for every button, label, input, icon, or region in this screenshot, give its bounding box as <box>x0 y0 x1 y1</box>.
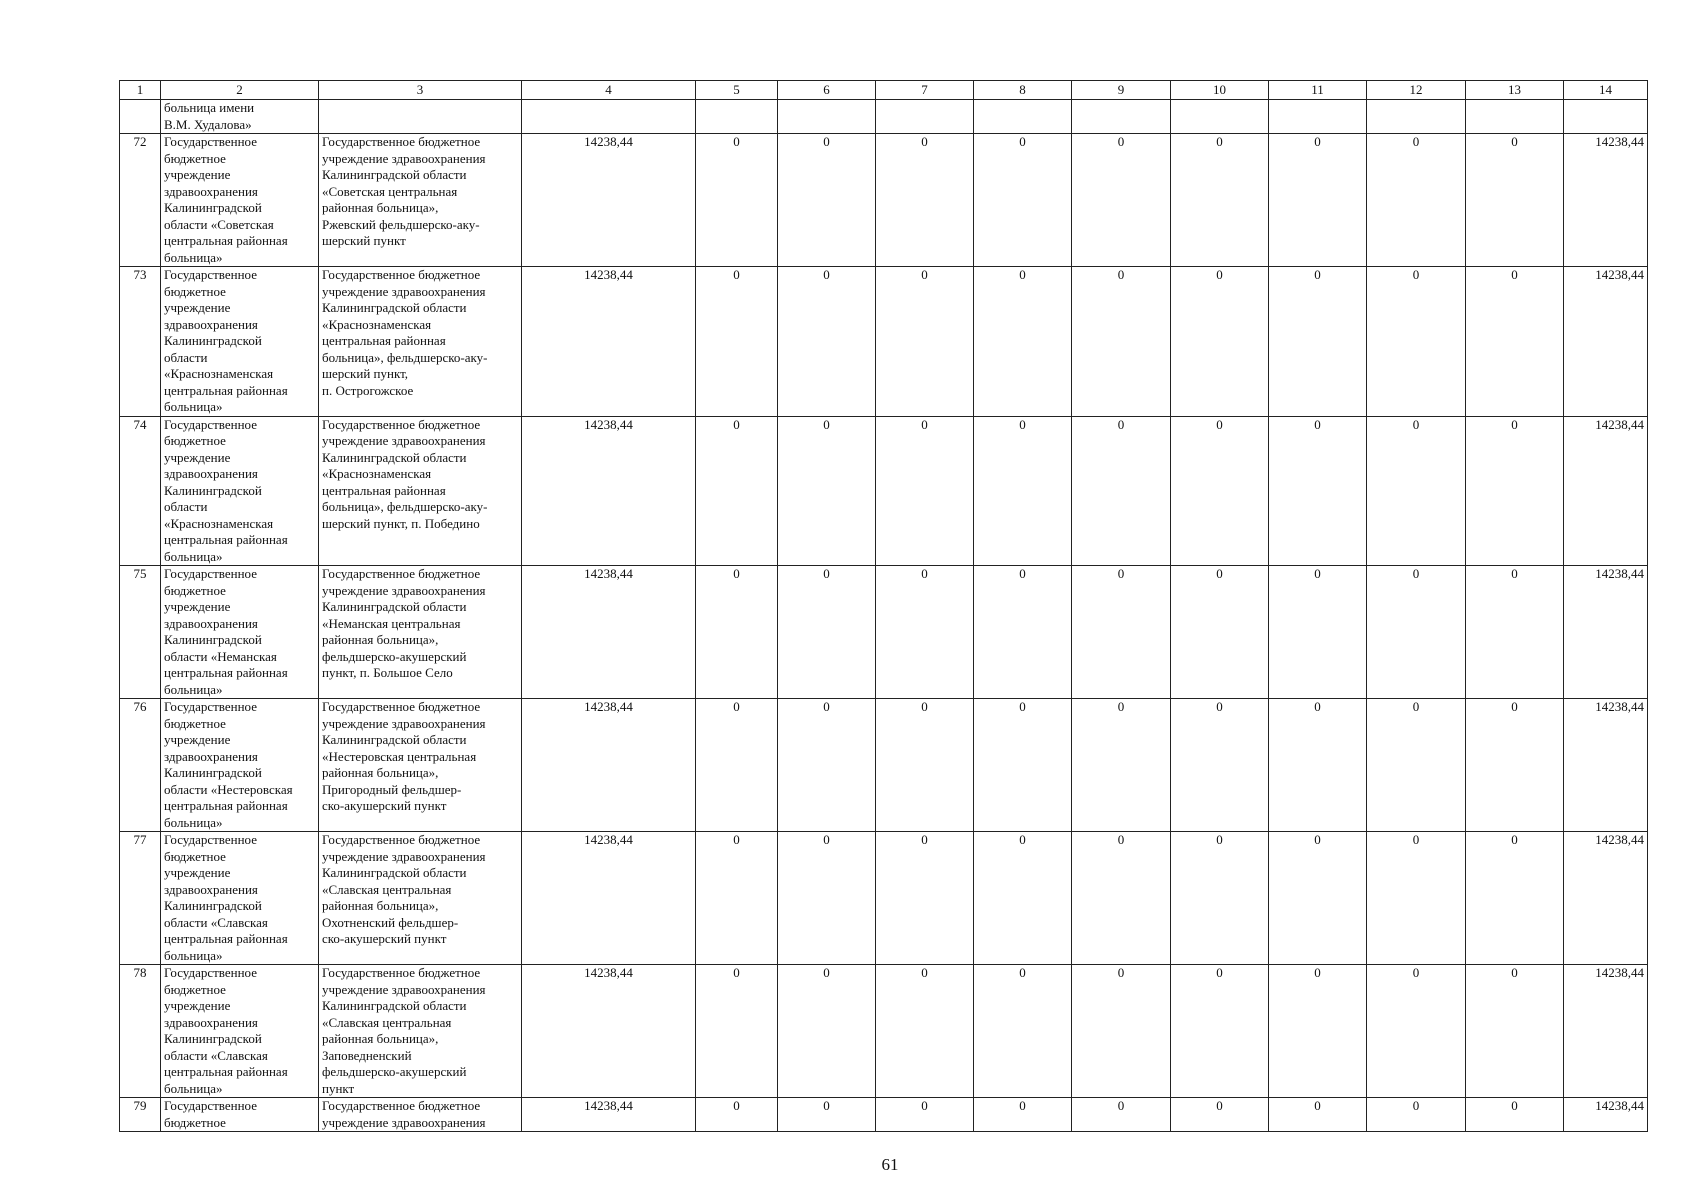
value-cell-col-10: 0 <box>1171 267 1269 417</box>
header-col-4: 4 <box>522 81 696 100</box>
value-cell-col-8: 0 <box>974 267 1072 417</box>
total-cell: 14238,44 <box>1564 416 1648 566</box>
value-cell-col-8: 0 <box>974 566 1072 699</box>
value-cell-col-6: 0 <box>778 267 876 417</box>
value-cell-col-4: 14238,44 <box>522 134 696 267</box>
value-cell-col-11: 0 <box>1269 832 1367 965</box>
value-cell-col-13: 0 <box>1466 832 1564 965</box>
value-cell-col-11: 0 <box>1269 1098 1367 1132</box>
value-cell-col-7 <box>876 100 974 134</box>
value-cell-col-13 <box>1466 100 1564 134</box>
value-cell-col-9: 0 <box>1072 1098 1171 1132</box>
table-row <box>120 566 1648 699</box>
value-cell-col-13: 0 <box>1466 1098 1564 1132</box>
value-cell-col-9: 0 <box>1072 566 1171 699</box>
facility-name-cell: Государственное бюджетное учреждение здравоохранения Калининградской области «Славская центральная районная больница», Охотненский фельдшер- ско-акушерский пункт <box>319 832 522 965</box>
table-row <box>120 100 1648 134</box>
total-cell: 14238,44 <box>1564 566 1648 699</box>
value-cell-col-8 <box>974 100 1072 134</box>
value-cell-col-7: 0 <box>876 566 974 699</box>
facility-name-cell <box>319 100 522 134</box>
table-row <box>120 1098 1648 1132</box>
total-cell: 14238,44 <box>1564 965 1648 1098</box>
institution-name-cell: Государственное бюджетное учреждение здравоохранения Калининградской области «Неманская центральная районная больница» <box>161 566 319 699</box>
value-cell-col-6: 0 <box>778 566 876 699</box>
allocation-table <box>119 80 1648 1132</box>
value-cell-col-8: 0 <box>974 416 1072 566</box>
value-cell-col-5: 0 <box>696 416 778 566</box>
institution-name-cell: больница имени В.М. Худалова» <box>161 100 319 134</box>
value-cell-col-11: 0 <box>1269 134 1367 267</box>
value-cell-col-8: 0 <box>974 699 1072 832</box>
value-cell-col-4: 14238,44 <box>522 1098 696 1132</box>
header-col-9: 9 <box>1072 81 1171 100</box>
table-row <box>120 965 1648 1098</box>
value-cell-col-5: 0 <box>696 699 778 832</box>
table-row <box>120 416 1648 566</box>
facility-name-cell: Государственное бюджетное учреждение здравоохранения Калининградской области «Нестеровская центральная районная больница», Пригородный фельдшер- ско-акушерский пункт <box>319 699 522 832</box>
row-number-cell: 77 <box>120 832 161 965</box>
header-col-2: 2 <box>161 81 319 100</box>
value-cell-col-5 <box>696 100 778 134</box>
value-cell-col-6 <box>778 100 876 134</box>
value-cell-col-4: 14238,44 <box>522 699 696 832</box>
header-col-7: 7 <box>876 81 974 100</box>
value-cell-col-13: 0 <box>1466 134 1564 267</box>
value-cell-col-4: 14238,44 <box>522 416 696 566</box>
total-cell <box>1564 100 1648 134</box>
value-cell-col-5: 0 <box>696 1098 778 1132</box>
value-cell-col-4 <box>522 100 696 134</box>
value-cell-col-9: 0 <box>1072 267 1171 417</box>
value-cell-col-10: 0 <box>1171 416 1269 566</box>
institution-name-cell: Государственное бюджетное учреждение здравоохранения Калининградской области «Краснознаменская центральная районная больница» <box>161 267 319 417</box>
facility-name-cell: Государственное бюджетное учреждение здравоохранения Калининградской области «Советская центральная районная больница», Ржевский фельдшерско-аку- шерский пункт <box>319 134 522 267</box>
header-col-5: 5 <box>696 81 778 100</box>
header-col-8: 8 <box>974 81 1072 100</box>
header-row <box>120 81 1648 100</box>
row-number-cell: 76 <box>120 699 161 832</box>
value-cell-col-11: 0 <box>1269 566 1367 699</box>
value-cell-col-7: 0 <box>876 267 974 417</box>
value-cell-col-11: 0 <box>1269 965 1367 1098</box>
value-cell-col-10: 0 <box>1171 1098 1269 1132</box>
value-cell-col-9: 0 <box>1072 832 1171 965</box>
facility-name-cell: Государственное бюджетное учреждение здравоохранения <box>319 1098 522 1132</box>
value-cell-col-8: 0 <box>974 965 1072 1098</box>
value-cell-col-6: 0 <box>778 965 876 1098</box>
facility-name-cell: Государственное бюджетное учреждение здравоохранения Калининградской области «Краснознаменская центральная районная больница», фельдшерско-аку- шерский пункт, п. Острогожское <box>319 267 522 417</box>
row-number-cell <box>120 100 161 134</box>
value-cell-col-9: 0 <box>1072 699 1171 832</box>
value-cell-col-11: 0 <box>1269 416 1367 566</box>
institution-name-cell: Государственное бюджетное учреждение здравоохранения Калининградской области «Краснознаменская центральная районная больница» <box>161 416 319 566</box>
total-cell: 14238,44 <box>1564 267 1648 417</box>
value-cell-col-4: 14238,44 <box>522 965 696 1098</box>
value-cell-col-10: 0 <box>1171 134 1269 267</box>
value-cell-col-10: 0 <box>1171 832 1269 965</box>
value-cell-col-13: 0 <box>1466 566 1564 699</box>
value-cell-col-9: 0 <box>1072 416 1171 566</box>
value-cell-col-6: 0 <box>778 1098 876 1132</box>
value-cell-col-12: 0 <box>1367 1098 1466 1132</box>
value-cell-col-5: 0 <box>696 832 778 965</box>
value-cell-col-6: 0 <box>778 699 876 832</box>
value-cell-col-11: 0 <box>1269 267 1367 417</box>
row-number-cell: 74 <box>120 416 161 566</box>
header-col-13: 13 <box>1466 81 1564 100</box>
facility-name-cell: Государственное бюджетное учреждение здравоохранения Калининградской области «Краснознаменская центральная районная больница», фельдшерско-аку- шерский пункт, п. Победино <box>319 416 522 566</box>
row-number-cell: 73 <box>120 267 161 417</box>
value-cell-col-10: 0 <box>1171 699 1269 832</box>
value-cell-col-9 <box>1072 100 1171 134</box>
facility-name-cell: Государственное бюджетное учреждение здравоохранения Калининградской области «Неманская центральная районная больница», фельдшерско-акушерский пункт, п. Большое Село <box>319 566 522 699</box>
total-cell: 14238,44 <box>1564 699 1648 832</box>
table-row <box>120 267 1648 417</box>
value-cell-col-12: 0 <box>1367 566 1466 699</box>
table-row <box>120 832 1648 965</box>
total-cell: 14238,44 <box>1564 1098 1648 1132</box>
value-cell-col-11 <box>1269 100 1367 134</box>
value-cell-col-6: 0 <box>778 416 876 566</box>
value-cell-col-13: 0 <box>1466 267 1564 417</box>
value-cell-col-10 <box>1171 100 1269 134</box>
page-number: 61 <box>881 1155 899 1174</box>
value-cell-col-12: 0 <box>1367 416 1466 566</box>
value-cell-col-9: 0 <box>1072 134 1171 267</box>
header-col-14: 14 <box>1564 81 1648 100</box>
value-cell-col-12: 0 <box>1367 267 1466 417</box>
value-cell-col-7: 0 <box>876 832 974 965</box>
row-number-cell: 72 <box>120 134 161 267</box>
value-cell-col-5: 0 <box>696 566 778 699</box>
value-cell-col-8: 0 <box>974 134 1072 267</box>
value-cell-col-6: 0 <box>778 134 876 267</box>
total-cell: 14238,44 <box>1564 832 1648 965</box>
value-cell-col-7: 0 <box>876 134 974 267</box>
value-cell-col-5: 0 <box>696 267 778 417</box>
row-number-cell: 75 <box>120 566 161 699</box>
table-row <box>120 134 1648 267</box>
value-cell-col-10: 0 <box>1171 566 1269 699</box>
total-cell: 14238,44 <box>1564 134 1648 267</box>
value-cell-col-11: 0 <box>1269 699 1367 832</box>
value-cell-col-5: 0 <box>696 965 778 1098</box>
header-col-10: 10 <box>1171 81 1269 100</box>
institution-name-cell: Государственное бюджетное учреждение здравоохранения Калининградской области «Славская центральная районная больница» <box>161 965 319 1098</box>
value-cell-col-6: 0 <box>778 832 876 965</box>
value-cell-col-12: 0 <box>1367 134 1466 267</box>
value-cell-col-12: 0 <box>1367 832 1466 965</box>
header-col-6: 6 <box>778 81 876 100</box>
value-cell-col-4: 14238,44 <box>522 267 696 417</box>
header-col-12: 12 <box>1367 81 1466 100</box>
value-cell-col-9: 0 <box>1072 965 1171 1098</box>
value-cell-col-4: 14238,44 <box>522 832 696 965</box>
value-cell-col-7: 0 <box>876 699 974 832</box>
value-cell-col-8: 0 <box>974 832 1072 965</box>
value-cell-col-13: 0 <box>1466 699 1564 832</box>
value-cell-col-13: 0 <box>1466 965 1564 1098</box>
header-col-1: 1 <box>120 81 161 100</box>
row-number-cell: 79 <box>120 1098 161 1132</box>
value-cell-col-7: 0 <box>876 965 974 1098</box>
row-number-cell: 78 <box>120 965 161 1098</box>
value-cell-col-10: 0 <box>1171 965 1269 1098</box>
table-row <box>120 699 1648 832</box>
institution-name-cell: Государственное бюджетное учреждение здравоохранения Калининградской области «Нестеровская центральная районная больница» <box>161 699 319 832</box>
value-cell-col-12 <box>1367 100 1466 134</box>
header-col-3: 3 <box>319 81 522 100</box>
institution-name-cell: Государственное бюджетное <box>161 1098 319 1132</box>
facility-name-cell: Государственное бюджетное учреждение здравоохранения Калининградской области «Славская центральная районная больница», Заповедненский фельдшерско-акушерский пункт <box>319 965 522 1098</box>
value-cell-col-5: 0 <box>696 134 778 267</box>
value-cell-col-7: 0 <box>876 1098 974 1132</box>
value-cell-col-13: 0 <box>1466 416 1564 566</box>
value-cell-col-12: 0 <box>1367 699 1466 832</box>
value-cell-col-12: 0 <box>1367 965 1466 1098</box>
institution-name-cell: Государственное бюджетное учреждение здравоохранения Калининградской области «Славская центральная районная больница» <box>161 832 319 965</box>
institution-name-cell: Государственное бюджетное учреждение здравоохранения Калининградской области «Советская центральная районная больница» <box>161 134 319 267</box>
header-col-11: 11 <box>1269 81 1367 100</box>
value-cell-col-7: 0 <box>876 416 974 566</box>
table-body <box>120 100 1648 1132</box>
value-cell-col-4: 14238,44 <box>522 566 696 699</box>
value-cell-col-8: 0 <box>974 1098 1072 1132</box>
